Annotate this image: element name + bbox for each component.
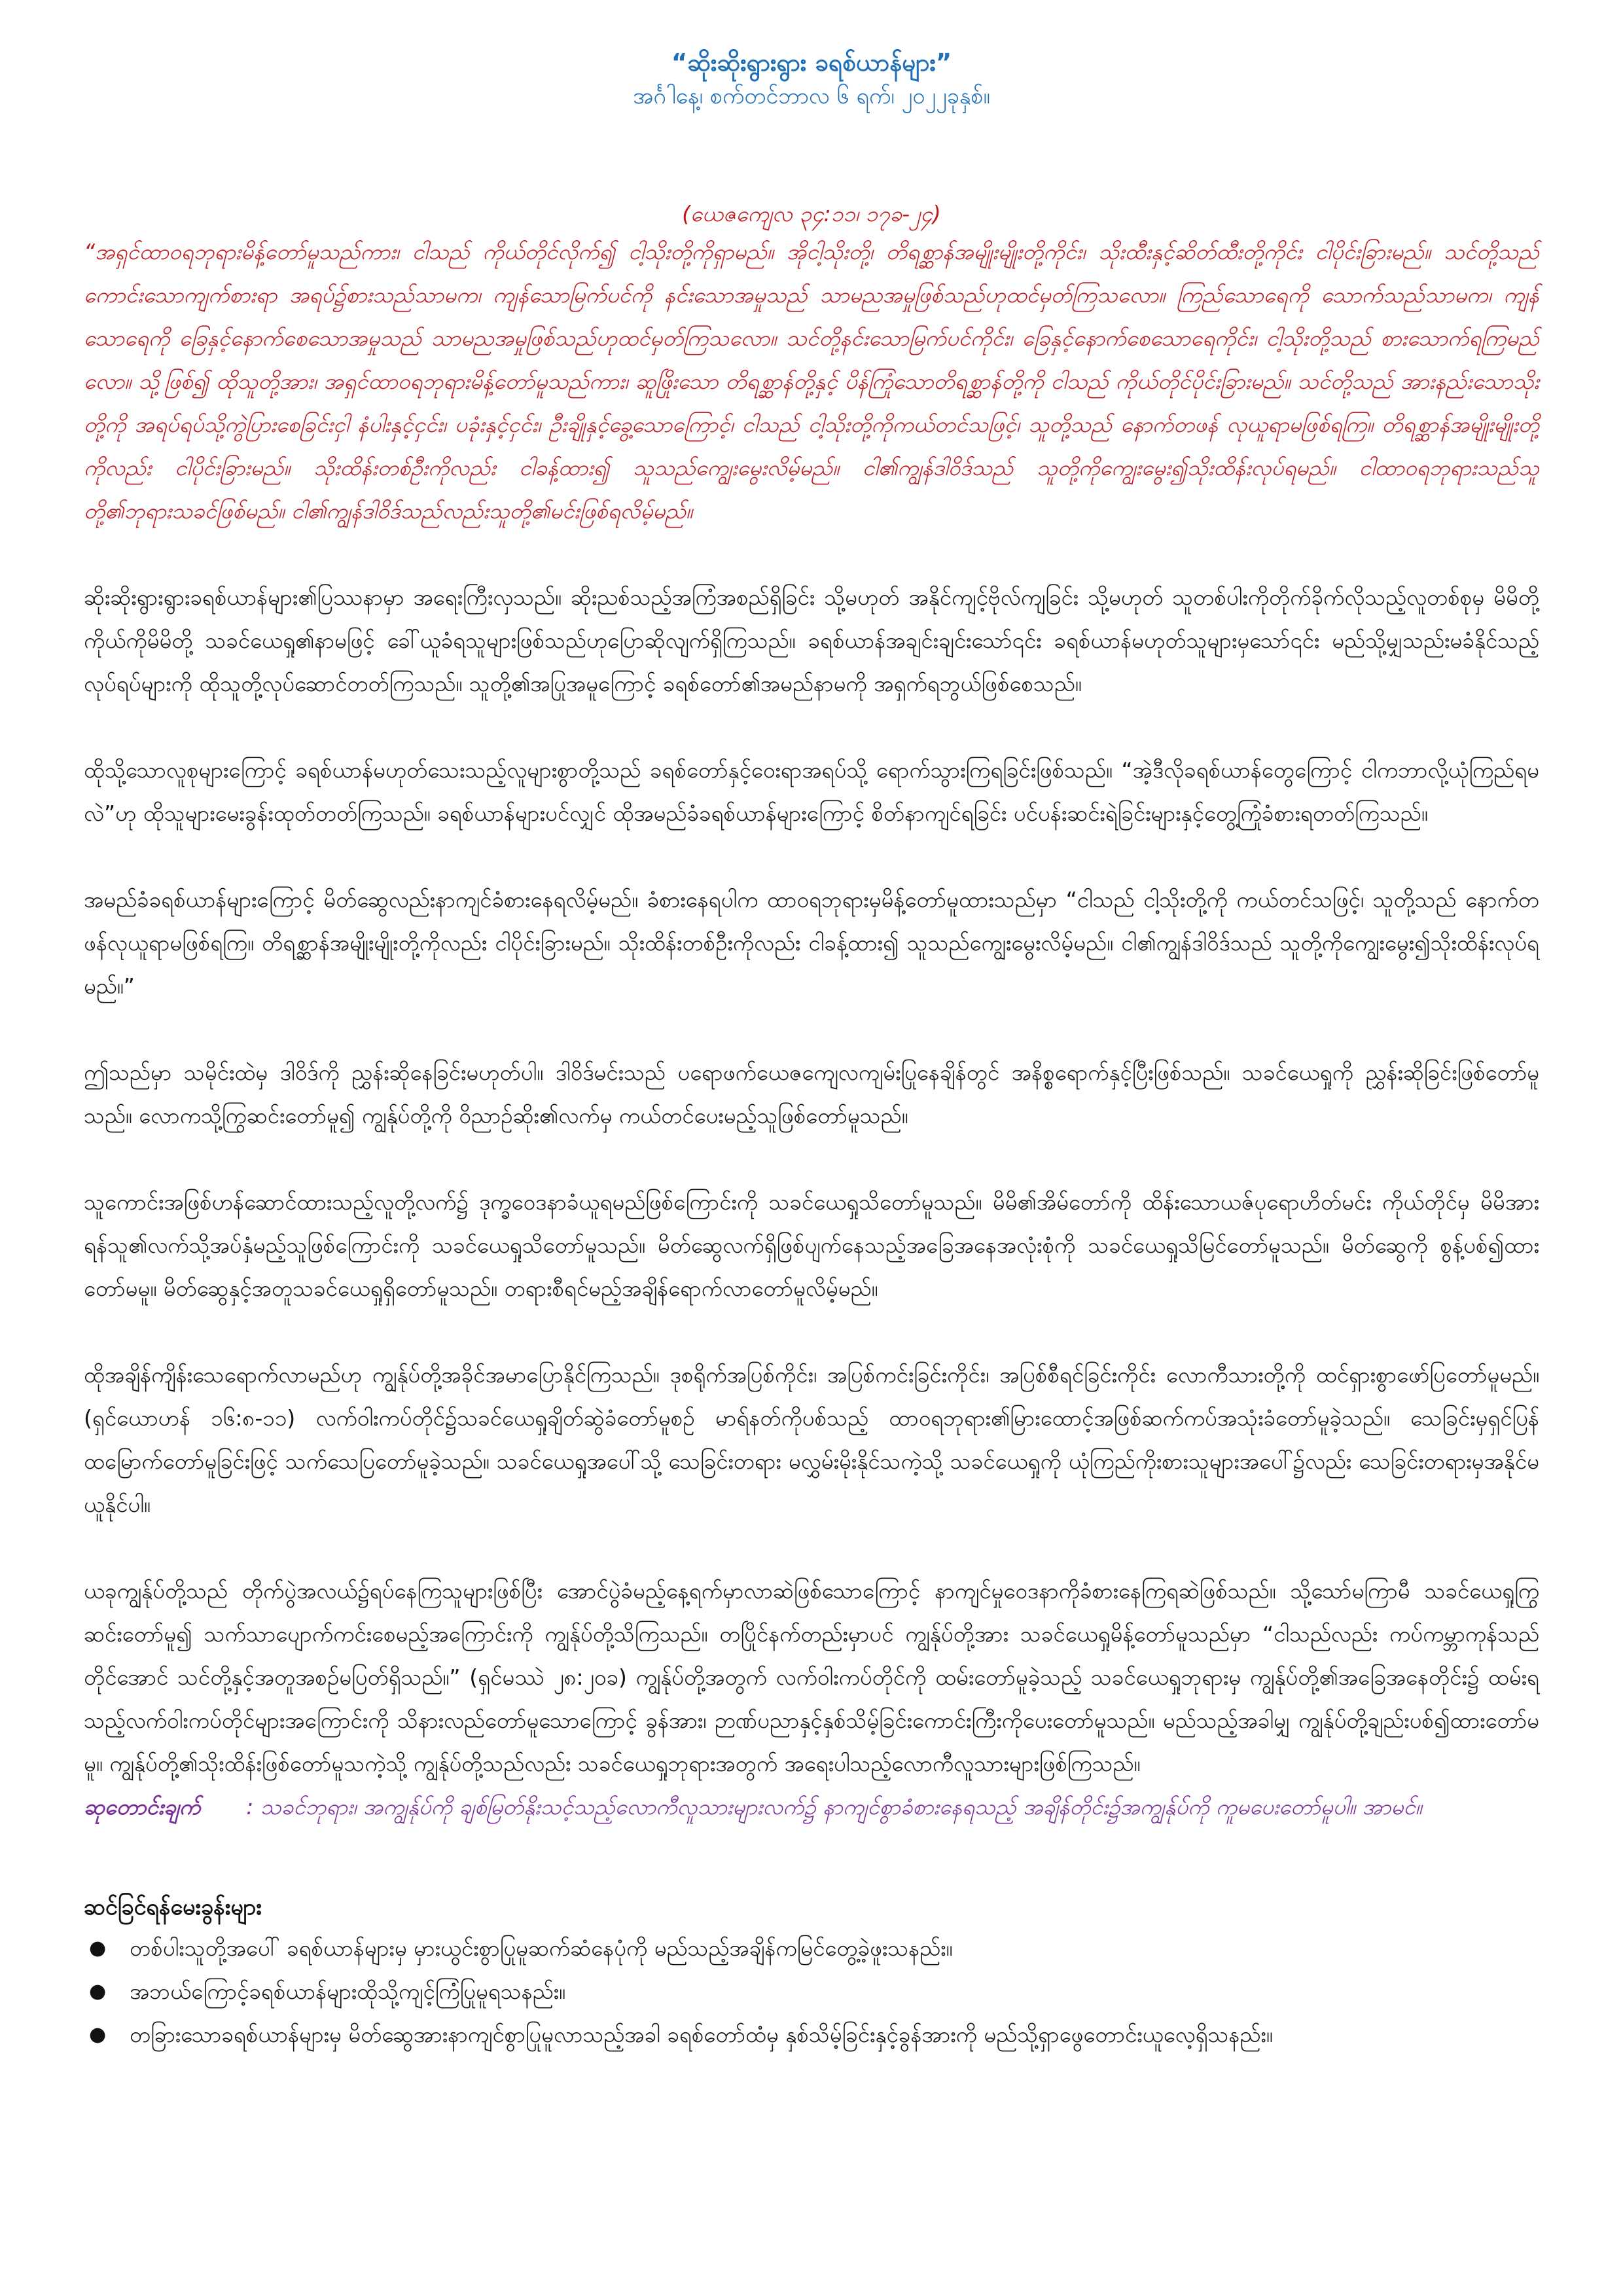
scripture-text: “အရှင်ထာဝရဘုရားမိန့်တော်မူသည်ကား၊ ငါသည် ကိုယ်တိုင်လိုက်၍ ငါ့သိုးတို့ကိုရှာမည်။ အိုငါ့သိုးတို့၊ တိရစ္ဆာန်အမျိုးမျိုးတို့ကိုင်း၊ သိုးထီးနှင့်ဆိတ်ထီးတို့ကိုင်း ငါပိုင်းခြားမည်။ သင်တို့သည် ကောင်းသောကျက်စားရာ အရပ်၌စားသည်သာမက၊ ကျန်သောမြက်ပင်ကို နင်းသောအမှုသည် သာမညအမှုဖြစ်သည်ဟုထင်မှတ်ကြသလော။ ကြည်သောရေကို သောက်သည်သာမက၊ ကျန်သောရေကို ခြေနှင့်နောက်စေသောအမှုသည် သာမညအမှုဖြစ်သည်ဟုထင်မှတ်ကြသလော။ သင်တို့နင်းသောမြက်ပင်ကိုင်း၊ ခြေနှင့်နောက်စေသောရေကိုင်း၊ ငါ့သိုးတို့သည် စားသောက်ရကြမည်လော။ သို့ဖြစ်၍ ထိုသူတို့အား၊ အရှင်ထာဝရဘုရားမိန့်တော်မူသည်ကား၊ ဆူဖြိုးသော တိရစ္ဆာန်တို့နှင့် ပိန်ကြုံသောတိရစ္ဆာန်တို့ကို ငါသည် ကိုယ်တိုင်ပိုင်းခြားမည်။ သင်တို့သည် အားနည်းသောသိုးတို့ကို အရပ်ရပ်သို့ကွဲပြားစေခြင်းငှါ နံပါးနှင့်ငှင်း၊ ပခုံးနှင့်ငှင်း၊ ဦးချိုနှင့်ခွေ့သောကြောင့်၊ ငါသည် ငါ့သိုးတို့ကိုကယ်တင်သဖြင့်၊ သူတို့သည် နောက်တဖန် လုယူရာမဖြစ်ရကြ။ တိရစ္ဆာန်အမျိုးမျိုးတို့ကိုလည်း ငါပိုင်းခြားမည်။ သိုးထိန်းတစ်ဦးကိုလည်း ငါခန့်ထား၍ သူသည်ကျွေးမွေးလိမ့်မည်။ ငါ၏ကျွန်ဒါဝိဒ်သည် သူတို့ကိုကျွေးမွေး၍သိုးထိန်းလုပ်ရမည်။ ငါထာဝရဘုရားသည်သူတို့၏ဘုရားသခင်ဖြစ်မည်။ ငါ၏ကျွန်ဒါဝိဒ်သည်လည်းသူတို့၏မင်းဖြစ်ရလိမ့်မည်။ bbox=[84, 239, 1539, 524]
body-paragraph-7: ယခုကျွန်ုပ်တို့သည် တိုက်ပွဲအလယ်၌ရပ်နေကြသူများဖြစ်ပြီး အောင်ပွဲခံမည့်နေ့ရက်မှာလာဆဲဖြစ်သောကြောင့် နာကျင်မှုဝေဒနာကိုခံစားနေကြရဆဲဖြစ်သည်။ သို့သော်မကြာမီ သခင်ယေရှုကြွဆင်းတော်မူ၍ သက်သာပျောက်ကင်းစေမည့်အကြောင်းကို ကျွန်ုပ်တို့သိကြသည်။ တပြိုင်နက်တည်းမှာပင် ကျွန်ုပ်တို့အား သခင်ယေရှုမိန့်တော်မူသည်မှာ “ငါသည်လည်း ကပ်ကမ္ဘာကုန်သည်တိုင်အောင် သင်တို့နှင့်အတူအစဉ်မပြတ်ရှိသည်။” (ရှင်မဿဲ ၂၈:၂၀ခ) ကျွန်ုပ်တို့အတွက် လက်ဝါးကပ်တိုင်ကို ထမ်းတော်မူခဲ့သည့် သခင်ယေရှုဘုရားမှ ကျွန်ုပ်တို့၏အခြေအနေတိုင်း၌ ထမ်းရသည့်လက်ဝါးကပ်တိုင်များအကြောင်းကို သိနားလည်တော်မူသောကြောင့် ခွန်အား၊ ဉာဏ်ပညာနှင့်နှစ်သိမ့်ခြင်းကောင်းကြီးကိုပေးတော်မူသည်။ မည်သည့်အခါမျှ ကျွန်ုပ်တို့ချည်းပစ်၍ထားတော်မမူ။ ကျွန်ုပ်တို့၏သိုးထိန်းဖြစ်တော်မူသကဲ့သို့ ကျွန်ုပ်တို့သည်လည်း သခင်ယေရှုဘုရားအတွက် အရေးပါသည့်လောကီလူသားများဖြစ်ကြသည်။ bbox=[84, 1578, 1539, 1776]
questions-list bbox=[84, 1927, 1539, 2056]
body-paragraph-3: အမည်ခံခရစ်ယာန်များကြောင့် မိတ်ဆွေလည်းနာကျင်ခံစားနေရလိမ့်မည်။ ခံစားနေရပါက ထာဝရဘုရားမှမိန့်တော်မူထားသည်မှာ “ငါသည် ငါ့သိုးတို့ကို ကယ်တင်သဖြင့်၊ သူတို့သည် နောက်တဖန်လုယူရာမဖြစ်ရကြ။ တိရစ္ဆာန်အမျိုးမျိုးတို့ကိုလည်း ငါပိုင်းခြားမည်။ သိုးထိန်းတစ်ဦးကိုလည်း ငါခန့်ထား၍ သူသည်ကျွေးမွေးလိမ့်မည်။ ငါ၏ကျွန်ဒါဝိဒ်သည် သူတို့ကိုကျွေးမွေး၍သိုးထိန်းလုပ်ရမည်။” bbox=[84, 887, 1539, 999]
list-item bbox=[89, 1970, 1539, 2013]
prayer-text: : သခင်ဘုရား၊ အကျွန်ုပ်ကို ချစ်မြတ်နိုးသင့်သည့်လောကီလူသားများလက်၌ နာကျင်စွာခံစားနေရသည့် အချိန်တိုင်း၌အကျွန်ုပ်ကို ကူမပေးတော်မူပါ။ အာမင်။ bbox=[246, 1794, 1422, 1820]
prayer-label: ဆုတောင်းချက် bbox=[84, 1794, 201, 1820]
bullet-icon: ● bbox=[89, 2023, 107, 2046]
page-title: “ဆိုးဆိုးရွားရွား ခရစ်ယာန်များ” bbox=[671, 48, 952, 77]
body-paragraph-4: ဤသည်မှာ သမိုင်းထဲမှ ဒါဝိဒ်ကို ညွှန်းဆိုနေခြင်းမဟုတ်ပါ။ ဒါဝိဒ်မင်းသည် ပရောဖက်ယေဇကျေလကျမ်းပြုနေချိန်တွင် အနိစ္စရောက်နှင့်ပြီးဖြစ်သည်။ သခင်ယေရှုကို ညွှန်းဆိုခြင်းဖြစ်တော်မူသည်။ လောကသို့ကြွဆင်းတော်မူ၍ ကျွန်ုပ်တို့ကို ဝိညာဉ်ဆိုး၏လက်မှ ကယ်တင်ပေးမည့်သူဖြစ်တော်မူသည်။ bbox=[84, 1060, 1539, 1128]
body-paragraph-2: ထိုသို့သောလူစုများကြောင့် ခရစ်ယာန်မဟုတ်သေးသည့်လူများစွာတို့သည် ခရစ်တော်နှင့်ဝေးရာအရပ်သို့ ရောက်သွားကြရခြင်းဖြစ်သည်။ “အဲ့ဒီလိုခရစ်ယာန်တွေကြောင့် ငါကဘာလို့ယုံကြည်ရမလဲ”ဟု ထိုသူများမေးခွန်းထုတ်တတ်ကြသည်။ ခရစ်ယာန်များပင်လျှင် ထိုအမည်ခံခရစ်ယာန်များကြောင့် စိတ်နာကျင်ရခြင်း ပင်ပန်းဆင်းရဲခြင်းများနှင့်တွေ့ကြုံခံစားရတတ်ကြသည်။ bbox=[84, 757, 1539, 826]
question-text: တစ်ပါးသူတို့အပေါ် ခရစ်ယာန်များမှ မှားယွင်းစွာပြုမူဆက်ဆံနေပုံကို မည်သည့်အချိန်ကမြင်တွေ့ခဲ့ဖူးသနည်း။ bbox=[130, 1935, 953, 1961]
bullet-icon: ● bbox=[89, 1937, 107, 1960]
question-text: တခြားသောခရစ်ယာန်များမှ မိတ်ဆွေအားနာကျင်စွာပြုမူလာသည့်အခါ ခရစ်တော်ထံမှ နှစ်သိမ့်ခြင်းနှင့်ခွန်အားကို မည်သို့ရှာဖွေတောင်းယူလေ့ရှိသနည်း။ bbox=[130, 2022, 1273, 2047]
questions-heading: ဆင်ခြင်ရန်မေးခွန်းများ bbox=[84, 1894, 262, 1920]
date-line: အင်္ဂါနေ့၊ စက်တင်ဘာလ ၆ ရက်၊ ၂၀၂၂ခုနှစ်။ bbox=[633, 83, 990, 109]
list-item bbox=[89, 2013, 1539, 2056]
scripture-reference: (ယေဇကျေလ ၃၄:၁၁၊ ၁၇ခ-၂၄) bbox=[682, 201, 941, 226]
body-paragraph-5: သူကောင်းအဖြစ်ဟန်ဆောင်ထားသည့်လူတို့လက်၌ ဒုက္ခဝေဒနာခံယူရမည်ဖြစ်ကြောင်းကို သခင်ယေရှုသိတော်မူသည်။ မိမိ၏အိမ်တော်ကို ထိန်းသောယဇ်ပုရောဟိတ်မင်း ကိုယ်တိုင်မှ မိမိအားရန်သူ၏လက်သို့အပ်နှံမည့်သူဖြစ်ကြောင်းကို သခင်ယေရှုသိတော်မူသည်။ မိတ်ဆွေလက်ရှိဖြစ်ပျက်နေသည့်အခြေအနေအလုံးစုံကို သခင်ယေရှုသိမြင်တော်မူသည်။ မိတ်ဆွေကို စွန့်ပစ်၍ထားတော်မမူ။ မိတ်ဆွေနှင့်အတူသခင်ယေရှုရှိတော်မူသည်။ တရားစီရင်မည့်အချိန်ရောက်လာတော်မူလိမ့်မည်။ bbox=[84, 1189, 1539, 1301]
body-paragraph-1: ဆိုးဆိုးရွားရွားခရစ်ယာန်များ၏ပြဿနာမှာ အရေးကြီးလှသည်။ ဆိုးညစ်သည့်အကြံအစည်ရှိခြင်း သို့မဟုတ် အနိုင်ကျင့်ဗိုလ်ကျခြင်း သို့မဟုတ် သူတစ်ပါးကိုတိုက်ခိုက်လိုသည့်လူတစ်စုမှ မိမိတို့ကိုယ်ကိုမိမိတို့ သခင်ယေရှု၏နာမဖြင့် ခေါ်ယူခံရသူများဖြစ်သည်ဟုပြောဆိုလျက်ရှိကြသည်။ ခရစ်ယာန်အချင်းချင်းသော်၎င်း ခရစ်ယာန်မဟုတ်သူများမှသော်၎င်း မည်သို့မျှသည်းမခံနိုင်သည့်လုပ်ရပ်များကို ထိုသူတို့လုပ်ဆောင်တတ်ကြသည်။ သူတို့၏အပြုအမူကြောင့် ခရစ်တော်၏အမည်နာမကို အရှက်ရဘွယ်ဖြစ်စေသည်။ bbox=[84, 584, 1539, 696]
list-item bbox=[89, 1927, 1539, 1970]
question-text: အဘယ်ကြောင့်ခရစ်ယာန်များထိုသို့ကျင့်ကြံပြုမူရသနည်း။ bbox=[130, 1979, 566, 2004]
prayer-block bbox=[84, 1785, 1539, 1829]
bullet-icon: ● bbox=[89, 1980, 107, 2003]
devotional-page bbox=[84, 46, 1539, 2056]
body-paragraph-6: ထိုအချိန်ကျိန်းသေရောက်လာမည်ဟု ကျွန်ုပ်တို့အခိုင်အမာပြောနိုင်ကြသည်။ ဒုစရိုက်အပြစ်ကိုင်း၊ အပြစ်ကင်းခြင်းကိုင်း၊ အပြစ်စီရင်ခြင်းကိုင်း လောကီသားတို့ကို ထင်ရှားစွာဖော်ပြတော်မူမည်။ (ရှင်ယောဟန် ၁၆:၈-၁၁) လက်ဝါးကပ်တိုင်၌သခင်ယေရှုချိတ်ဆွဲခံတော်မူစဉ် မာရ်နတ်ကိုပစ်သည့် ထာဝရဘုရား၏မြားထောင့်အဖြစ်ဆက်ကပ်အသုံးခံတော်မူခဲ့သည်။ သေခြင်းမှရှင်ပြန်ထမြောက်တော်မူခြင်းဖြင့် သက်သေပြတော်မူခဲ့သည်။ သခင်ယေရှုအပေါ်သို့ သေခြင်းတရား မလွှမ်းမိုးနိုင်သကဲ့သို့ သခင်ယေရှုကို ယုံကြည်ကိုးစားသူများအပေါ်၌လည်း သေခြင်းတရားမှအနိုင်မယူနိုင်ပါ။ bbox=[84, 1362, 1539, 1517]
